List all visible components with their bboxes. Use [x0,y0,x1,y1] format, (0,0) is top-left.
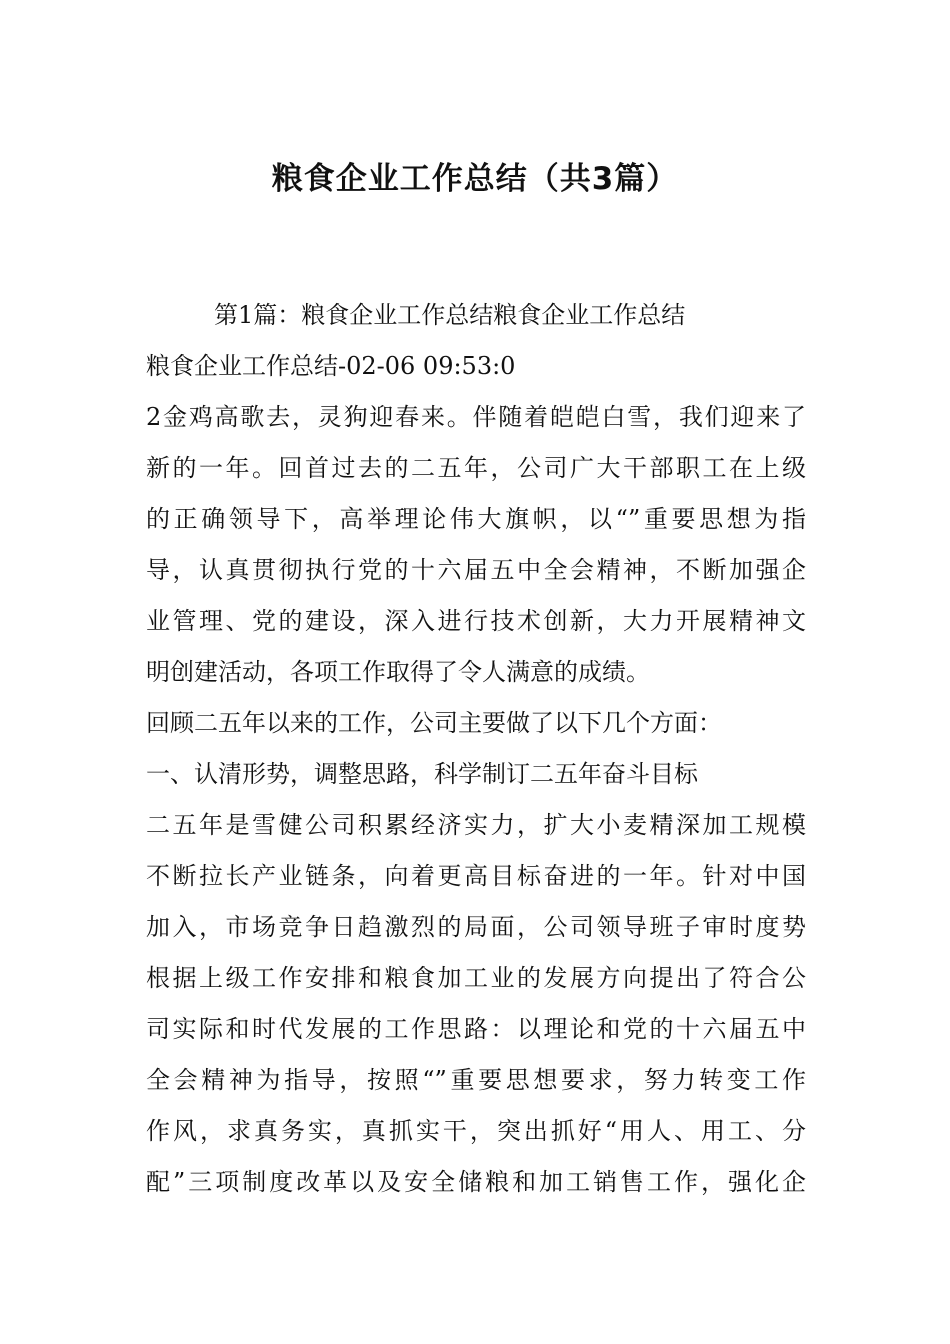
body-line: 明创建活动，各项工作取得了令人满意的成绩。 [146,658,650,686]
body-line: 新的一年。回首过去的二五年，公司广大干部职工在上级 [146,454,806,482]
body-line: 2金鸡高歌去，灵狗迎春来。伴随着皑皑白雪，我们迎来了 [146,403,806,431]
body-line: 回顾二五年以来的工作，公司主要做了以下几个方面： [146,709,722,737]
chapter-heading: 第1篇：粮食企业工作总结粮食企业工作总结 [214,301,686,329]
document-title: 粮食企业工作总结（共3篇） [271,161,679,197]
section-heading: 一、认清形势，调整思路，科学制订二五年奋斗目标 [146,760,698,788]
body-line: 二五年是雪健公司积累经济实力，扩大小麦精深加工规模 [146,811,806,839]
dateline: 粮食企业工作总结-02-06 09:53:0 [146,352,516,380]
body-line: 的正确领导下，高举理论伟大旗帜，以“”重要思想为指 [146,505,806,533]
body-line: 业管理、党的建设，深入进行技术创新，大力开展精神文 [146,607,806,635]
body-line: 配”三项制度改革以及安全储粮和加工销售工作，强化企 [146,1168,806,1196]
document-body [146,290,806,1208]
body-line: 加入，市场竞争日趋激烈的局面，公司领导班子审时度势 [146,913,806,941]
body-line: 司实际和时代发展的工作思路：以理论和党的十六届五中 [146,1015,806,1043]
body-line: 作风，求真务实，真抓实干，突出抓好“用人、用工、分 [146,1117,806,1145]
body-line: 不断拉长产业链条，向着更高目标奋进的一年。针对中国 [146,862,806,890]
body-line: 全会精神为指导，按照“”重要思想要求，努力转变工作 [146,1066,806,1094]
body-line: 导，认真贯彻执行党的十六届五中全会精神，不断加强企 [146,556,806,584]
body-line: 根据上级工作安排和粮食加工业的发展方向提出了符合公 [146,964,806,992]
